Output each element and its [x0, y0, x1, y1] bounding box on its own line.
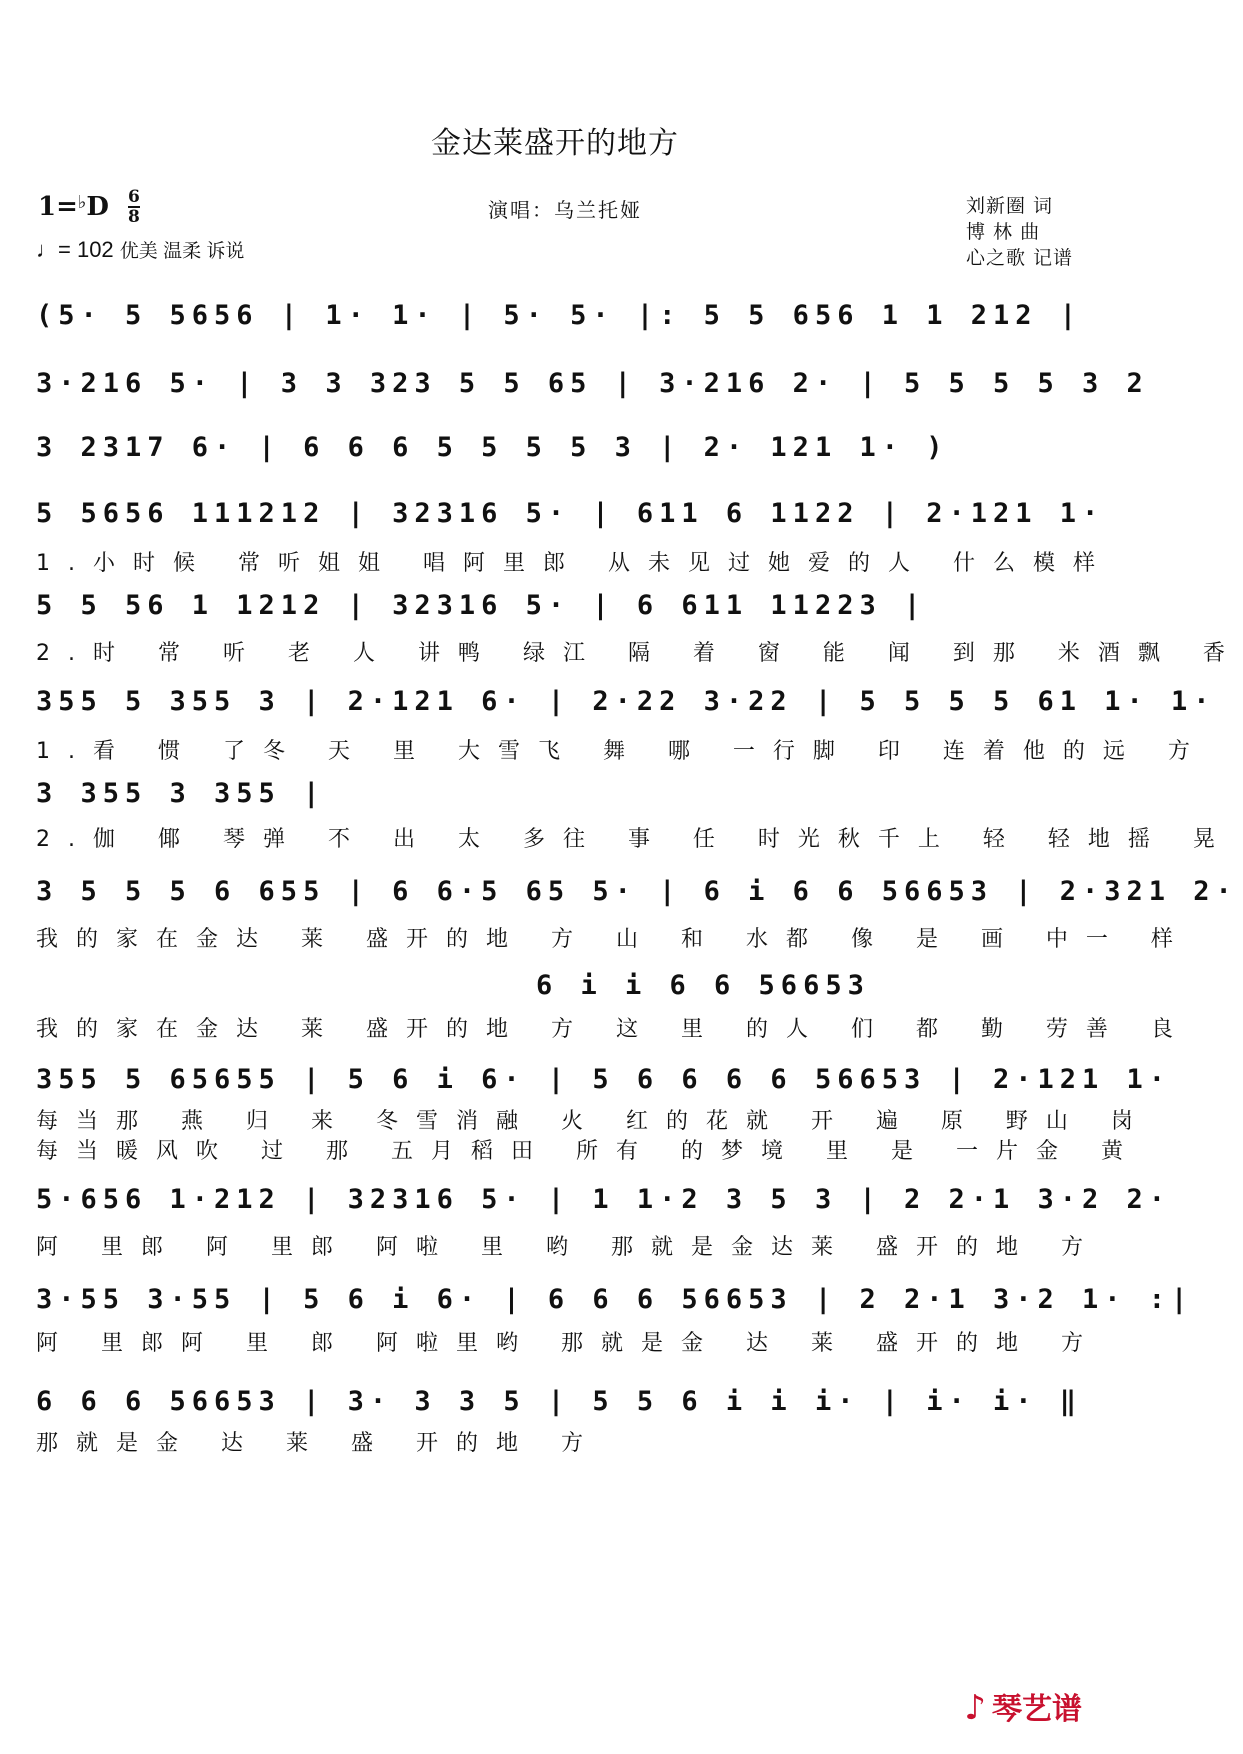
composer: 博 林 曲	[966, 221, 1041, 243]
staff-row	[36, 778, 1096, 818]
lyric-line: 2.时 常 听 老 人 讲鸭 绿江 隔 着 窗 能 闻 到那 米酒飘 香	[36, 641, 1243, 666]
song-title: 金达莱盛开的地方	[431, 126, 679, 161]
lyric-line: 那就是金 达 莱 盛 开的地 方	[36, 1431, 601, 1456]
notation-line: 6 i i 6 6 56653	[536, 970, 870, 1001]
lyric-line: 1.看 惯 了冬 天 里 大雪飞 舞 哪 一行脚 印 连着他的远 方	[36, 739, 1208, 764]
staff-row	[536, 970, 1056, 1010]
staff-row	[36, 686, 1216, 726]
time-top: 6	[128, 187, 140, 207]
lyric-line: 2.伽 倻 琴弹 不 出 太 多往 事 任 时光秋千上 轻 轻地摇 晃	[36, 827, 1233, 852]
staff-row	[36, 498, 1105, 538]
tempo-marking	[36, 236, 244, 263]
flat-icon: ♭	[77, 192, 87, 213]
time-signature	[128, 188, 140, 226]
staff-row	[36, 1386, 1096, 1426]
staff-row	[36, 876, 1238, 916]
notation-line: 3 5 5 5 6 655 | 6 6·5 65 5· | 6 i 6 6 56653 | 2·321 2·	[36, 876, 1238, 907]
staff-row	[36, 368, 1149, 408]
singer: 演唱：乌兰托娅	[488, 198, 642, 222]
notation-line: 3 355 3 355 |	[36, 778, 326, 809]
staff-row	[36, 1184, 1172, 1224]
lyric-line: 每当暖风吹 过 那 五月稻田 所有 的梦境 里 是 一片金 黄	[36, 1139, 1141, 1164]
staff-row	[36, 590, 1096, 630]
lyric-line: 每当那 燕 归 来 冬雪消融 火 红的花就 开 遍 原 野山 岗	[36, 1109, 1151, 1134]
lyric-line: 我的家在金达 莱 盛开的地 方 山 和 水都 像 是 画 中一 样	[36, 927, 1191, 952]
lyric-line: 阿 里郎 阿 里郎 阿啦 里 哟 那就是金达莱 盛开的地 方	[36, 1235, 1101, 1260]
notation-line: 3·55 3·55 | 5 6 i 6· | 6 6 6 56653 | 2 2·1 3·2 1· :|	[36, 1284, 1194, 1315]
mood-text: 优美 温柔 诉说	[119, 241, 245, 262]
notation-line: 5·656 1·212 | 32316 5· | 1 1·2 3 5 3 | 2 2·1 3·2 2·	[36, 1184, 1172, 1215]
staff-row	[36, 300, 1096, 340]
notation-line: 5 5 56 1 1212 | 32316 5· | 6 611 11223 |	[36, 590, 927, 621]
credits	[966, 193, 1073, 271]
key-label: 1=	[38, 192, 78, 222]
notation-line: 5 5656 111212 | 32316 5· | 611 6 1122 | 2·121 1·	[36, 498, 1105, 529]
notation-line: (5· 5 5656 | 1· 1· | 5· 5· |: 5 5 656 1 1 212 |	[36, 300, 1083, 331]
staff-row	[36, 1284, 1194, 1324]
lyric-line: 阿 里郎阿 里 郎 阿啦里哟 那就是金 达 莱 盛开的地 方	[36, 1331, 1101, 1356]
notation-line: 355 5 355 3 | 2·121 6· | 2·22 3·22 | 5 5 5 5 61 1· 1·	[36, 686, 1216, 717]
transcriber: 心之歌 记谱	[966, 247, 1074, 269]
staff-row	[36, 1064, 1172, 1104]
quarter-note-icon: ♩	[36, 237, 58, 262]
lyric-line: 1.小时候 常听姐姐 唱阿里郎 从未见过她爱的人 什么模样	[36, 551, 1113, 576]
key-note: D	[86, 192, 109, 222]
brand-mark-icon: ♪	[964, 1688, 986, 1728]
notation-line: 355 5 65655 | 5 6 i 6· | 5 6 6 6 6 56653 | 2·121 1·	[36, 1064, 1172, 1095]
notation-line: 6 6 6 56653 | 3· 3 3 5 | 5 5 6 i i i· | i· i· ‖	[36, 1386, 1083, 1417]
brand-name: 琴艺谱	[992, 1692, 1082, 1727]
lyricist: 刘新圈 词	[966, 195, 1054, 217]
notation-line: 3 2317 6· | 6 6 6 5 5 5 5 3 | 2· 121 1· )	[36, 432, 949, 463]
key-signature	[38, 192, 109, 222]
lyric-line: 我的家在金达 莱 盛开的地 方 这 里 的人 们 都 勤 劳善 良	[36, 1017, 1191, 1042]
notation-line: 3·216 5· | 3 3 323 5 5 65 | 3·216 2· | 5 5 5 5 3 2	[36, 368, 1149, 399]
time-bottom: 8	[128, 207, 140, 227]
brand-logo	[964, 1684, 1082, 1728]
staff-row	[36, 432, 1096, 472]
tempo-value: = 102	[58, 237, 114, 262]
